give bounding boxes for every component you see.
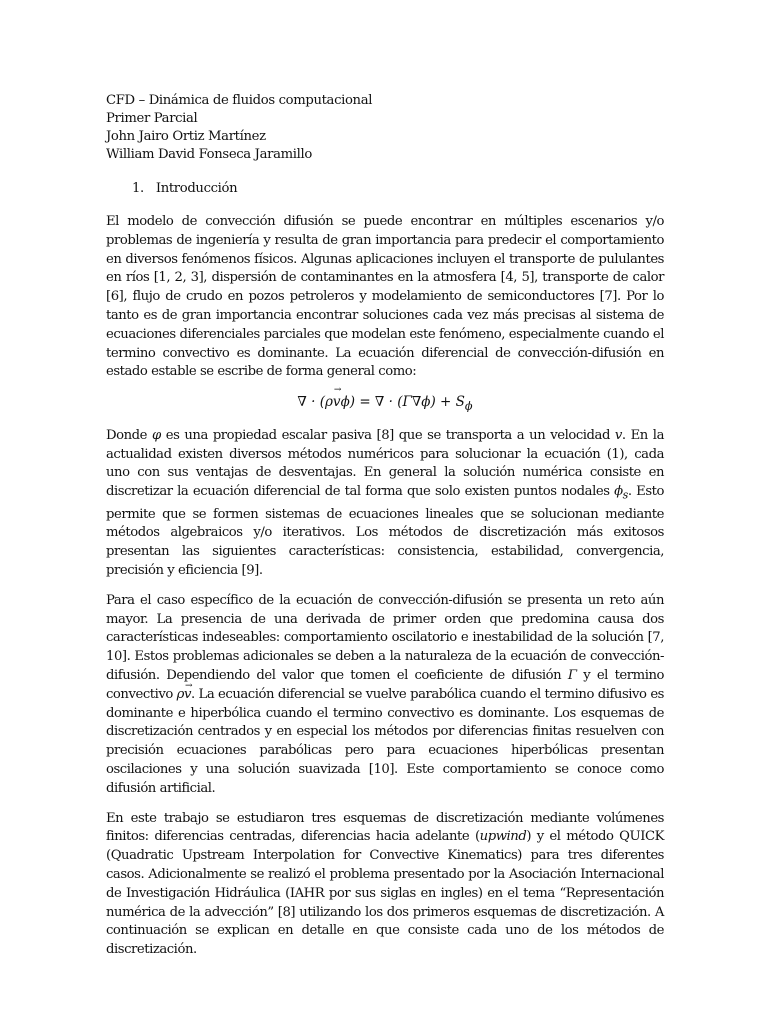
document-page — [106, 92, 664, 960]
text-run: ) y el método QUICK (Quadratic Upstream Interpolation for Convective Kinematics) para tres diferentes casos. Adicionalmente se realizó el problema presentado por la Asociación Internacional de Investigación Hidráulica (IAHR por sus siglas en ingles) en el tema “Representación numérica de la advección” [8] utilizando los dos primeros esquemas de discretización. A continuación se explican en detalle en que consiste cada uno de los métodos de discretización. — [106, 829, 664, 958]
text-run: En este trabajo se estudiaron tres esquemas de discretización mediante volúmenes finitos: diferencias centradas, diferencias hacia adelante ( — [106, 810, 664, 845]
paragraph-4 — [106, 810, 664, 960]
text-run: . La ecuación diferencial se vuelve parabólica cuando el termino difusivo es dominante e hiperbólica cuando el termino convectivo es dominante. Los esquemas de discretización centrados y en especial los métodos por diferencias finitas resuelven con precisión ecuaciones parabólicas pero para ecuaciones hiperbólicas presentan oscilaciones y una solución suavizada [10]. Este comportamiento se conoce como difusión artificial. — [106, 686, 665, 796]
author-name: John Jairo Ortiz Martínez — [106, 129, 266, 144]
paragraph-2 — [106, 427, 664, 581]
section-heading — [132, 180, 664, 198]
text-run: Para el caso específico de la ecuación de convección-difusión se presenta un reto aún mayor. La presencia de una derivada de primer orden que predomina causa dos características indeseables: comportamiento oscilatorio e inestabilidad de la solución [7, 10]. Estos problemas adicionales se deben a la naturaleza de la ecuación de convección-difusión. Dependiendo del valor que tomen el coeficiente de difusión — [106, 592, 664, 684]
phi-subscript: s — [622, 488, 628, 502]
convection-diffusion-equation — [106, 394, 664, 413]
section-title: Introducción — [155, 181, 238, 196]
text-run: . En la actualidad existen diversos métodos numéricos para solucionar la ecuación (1), cada uno con sus ventajas de desventajas. En general la solución numérica consiste en discretizar la ecuación diferencial de tal forma que solo existen puntos nodales — [106, 427, 664, 500]
equation-lhs-start: ∇ · (ρ — [297, 394, 333, 411]
course-title: CFD – Dinámica de fluidos computacional — [106, 93, 373, 108]
author-name: William David Fonseca Jaramillo — [106, 147, 312, 162]
exam-title: Primer Parcial — [106, 111, 198, 126]
phi-s-symbol — [614, 484, 628, 502]
phi-symbol: ϕ — [614, 484, 623, 500]
gamma-symbol: Γ — [567, 668, 577, 684]
text-run: es una propiedad escalar pasiva [8] que se transporta a un velocidad — [160, 427, 615, 443]
intro-paragraph: El modelo de convección difusión se puede encontrar en múltiples escenarios y/o problemas de ingeniería y resulta de gran importancia para predecir el comportamiento en diversos fenómenos físicos. Algunas aplicaciones incluyen el transporte de pululantes en ríos [1, 2, 3], dispersión de contaminantes en la atmosfera [4, 5], transporte de calor [6], flujo de crudo en pozos petroleros y modelamiento de semiconductores [7]. Por lo tanto es de gran importancia encontrar soluciones cada vez más precisas al sistema de ecuaciones diferenciales parciales que modelan este fenómeno, especialmente cuando el termino convectivo es dominante. La ecuación diferencial de convección-difusión en estado estable se escribe de forma general como: — [106, 214, 664, 380]
text-run: . Esto permite que se formen sistemas de ecuaciones lineales que se solucionan mediante métodos algebraicos y/o iterativos. Los métodos de discretización más exitosos presentan las siguientes características: consistencia, estabilidad, convergencia, precisión y eficiencia [9]. — [106, 484, 664, 579]
paragraph-3 — [106, 592, 664, 799]
velocity-vector: → v — [184, 686, 191, 705]
equation-rhs: ϕ) = ∇ · (Γ∇ϕ) + S — [340, 394, 465, 411]
phi-symbol: φ — [151, 427, 161, 443]
rho-symbol: ρ — [176, 686, 184, 702]
upwind-term: upwind — [479, 829, 527, 845]
velocity-vector: → v — [333, 394, 341, 410]
text-run: y el termino convectivo — [106, 668, 664, 702]
v-symbol: v — [614, 427, 622, 443]
source-subscript: ϕ — [464, 399, 473, 413]
section-number: 1. — [132, 181, 144, 196]
text-run: Donde — [106, 427, 152, 443]
